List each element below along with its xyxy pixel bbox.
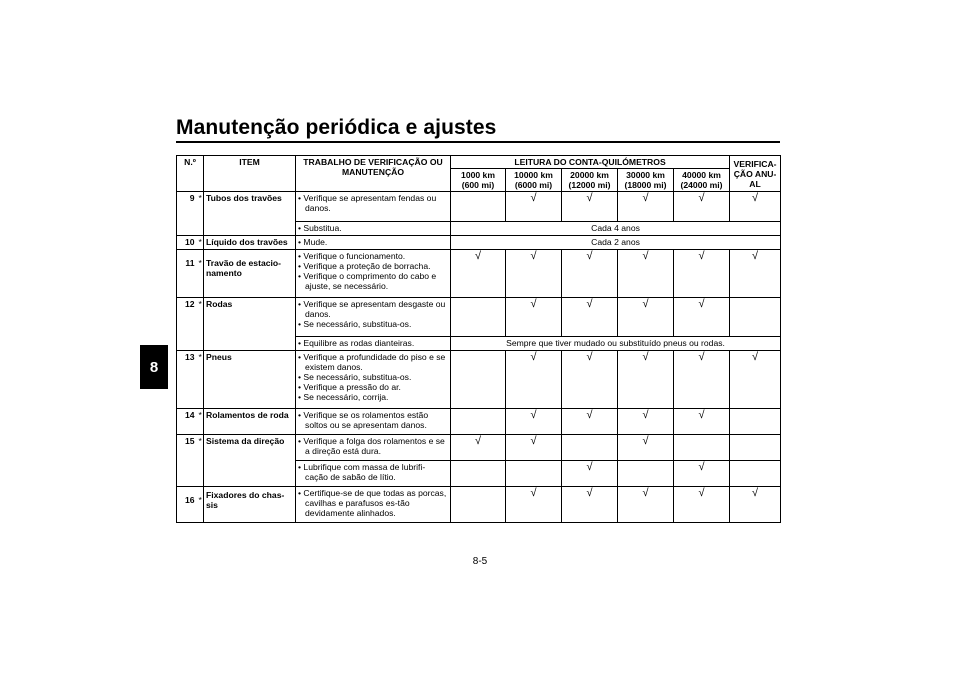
- header-odometer: LEITURA DO CONTA-QUILÓMETROS: [451, 156, 730, 169]
- check-cell: [506, 461, 562, 487]
- check-cell: [451, 487, 506, 523]
- row-item: Rolamentos de roda: [204, 409, 296, 435]
- header-interval-3: 20000 km (12000 mi): [562, 169, 618, 192]
- check-cell: [451, 351, 506, 409]
- check-cell: √: [506, 192, 562, 222]
- check-cell: √: [618, 298, 674, 337]
- header-no: N.º: [177, 156, 204, 192]
- check-cell: [730, 435, 781, 461]
- interval-span: Cada 4 anos: [451, 222, 781, 236]
- check-cell: [451, 409, 506, 435]
- row-work: • Verifique a folga dos rolamentos e se a direção está dura.: [296, 435, 451, 461]
- check-cell: √: [506, 487, 562, 523]
- check-cell: √: [674, 192, 730, 222]
- row-number: 16: [177, 487, 197, 523]
- row-item: Pneus: [204, 351, 296, 409]
- row-work: • Substitua.: [296, 222, 451, 236]
- table-row: [177, 192, 781, 222]
- table-row: [177, 236, 781, 250]
- table-row: [177, 351, 781, 409]
- header-row-1: [177, 156, 781, 169]
- interval-span: Cada 2 anos: [451, 236, 781, 250]
- check-cell: [618, 461, 674, 487]
- header-interval-4: 30000 km (18000 mi): [618, 169, 674, 192]
- header-work: TRABALHO DE VERIFICAÇÃO OU MANUTENÇÃO: [296, 156, 451, 192]
- row-item: Travão de estacio-namento: [204, 250, 296, 298]
- section-tab: 8: [140, 345, 168, 389]
- check-cell: √: [730, 487, 781, 523]
- page-title: Manutenção periódica e ajustes: [176, 116, 497, 139]
- row-work: • Lubrifique com massa de lubrifi-cação de sabão de lítio.: [296, 461, 451, 487]
- row-item: Líquido dos travões: [204, 236, 296, 250]
- check-cell: √: [506, 435, 562, 461]
- header-interval-1: 1000 km (600 mi): [451, 169, 506, 192]
- row-item: Sistema da direção: [204, 435, 296, 487]
- check-cell: √: [506, 298, 562, 337]
- row-number: 11: [177, 250, 197, 298]
- page-number: 8-5: [472, 556, 488, 567]
- table-row: [177, 409, 781, 435]
- row-number: 9: [177, 192, 197, 236]
- check-cell: √: [451, 435, 506, 461]
- row-work: • Verifique a profundidade do piso e se existem danos. • Se necessário, substitua-os. • Verifique a pressão do ar. • Se necessário, corrija.: [296, 351, 451, 409]
- check-cell: [730, 298, 781, 337]
- check-cell: √: [674, 250, 730, 298]
- row-work: • Verifique se os rolamentos estão soltos ou se apresentam danos.: [296, 409, 451, 435]
- header-interval-2: 10000 km (6000 mi): [506, 169, 562, 192]
- check-cell: [451, 298, 506, 337]
- check-cell: √: [506, 409, 562, 435]
- row-item: Fixadores do chas-sis: [204, 487, 296, 523]
- check-cell: √: [618, 192, 674, 222]
- check-cell: √: [562, 409, 618, 435]
- check-cell: √: [674, 487, 730, 523]
- maintenance-table: [176, 155, 781, 523]
- check-cell: √: [506, 351, 562, 409]
- check-cell: √: [730, 192, 781, 222]
- row-work: • Verifique se apresentam desgaste ou danos. • Se necessário, substitua-os.: [296, 298, 451, 337]
- title-divider: [176, 141, 780, 143]
- check-cell: √: [506, 250, 562, 298]
- row-star: *: [197, 250, 204, 298]
- table-row: [177, 250, 781, 298]
- header-interval-5: 40000 km (24000 mi): [674, 169, 730, 192]
- interval-span: Sempre que tiver mudado ou substituído pneus ou rodas.: [451, 337, 781, 351]
- table-row: [177, 435, 781, 461]
- check-cell: √: [674, 298, 730, 337]
- row-number: 13: [177, 351, 197, 409]
- check-cell: [730, 409, 781, 435]
- check-cell: √: [451, 250, 506, 298]
- row-star: *: [197, 435, 204, 487]
- row-star: *: [197, 409, 204, 435]
- row-star: *: [197, 298, 204, 351]
- check-cell: √: [562, 298, 618, 337]
- row-work: • Verifique se apresentam fendas ou danos.: [296, 192, 451, 222]
- check-cell: √: [674, 351, 730, 409]
- check-cell: √: [618, 351, 674, 409]
- check-cell: [730, 461, 781, 487]
- row-star: *: [197, 192, 204, 236]
- row-work: • Verifique o funcionamento. • Verifique a proteção de borracha. • Verifique o comprimento do cabo e ajuste, se necessário.: [296, 250, 451, 298]
- row-star: *: [197, 487, 204, 523]
- check-cell: [451, 461, 506, 487]
- row-work: • Mude.: [296, 236, 451, 250]
- check-cell: √: [562, 192, 618, 222]
- row-work: • Equilibre as rodas dianteiras.: [296, 337, 451, 351]
- check-cell: [674, 435, 730, 461]
- check-cell: √: [730, 250, 781, 298]
- check-cell: √: [618, 409, 674, 435]
- row-number: 10: [177, 236, 197, 250]
- table-row: [177, 298, 781, 337]
- row-work: • Certifique-se de que todas as porcas, cavilhas e parafusos es-tão devidamente alinhados.: [296, 487, 451, 523]
- check-cell: √: [562, 487, 618, 523]
- check-cell: √: [618, 250, 674, 298]
- row-star: *: [197, 236, 204, 250]
- check-cell: [562, 435, 618, 461]
- check-cell: √: [562, 461, 618, 487]
- row-number: 14: [177, 409, 197, 435]
- table-row: [177, 487, 781, 523]
- row-item: Rodas: [204, 298, 296, 351]
- row-item: Tubos dos travões: [204, 192, 296, 236]
- check-cell: √: [674, 461, 730, 487]
- check-cell: √: [618, 435, 674, 461]
- row-number: 15: [177, 435, 197, 487]
- check-cell: √: [730, 351, 781, 409]
- check-cell: [451, 192, 506, 222]
- check-cell: √: [562, 250, 618, 298]
- check-cell: √: [674, 409, 730, 435]
- check-cell: √: [618, 487, 674, 523]
- header-item: ITEM: [204, 156, 296, 192]
- check-cell: √: [562, 351, 618, 409]
- row-star: *: [197, 351, 204, 409]
- header-annual: VERIFICA-ÇÃO ANU-AL: [730, 156, 781, 192]
- row-number: 12: [177, 298, 197, 351]
